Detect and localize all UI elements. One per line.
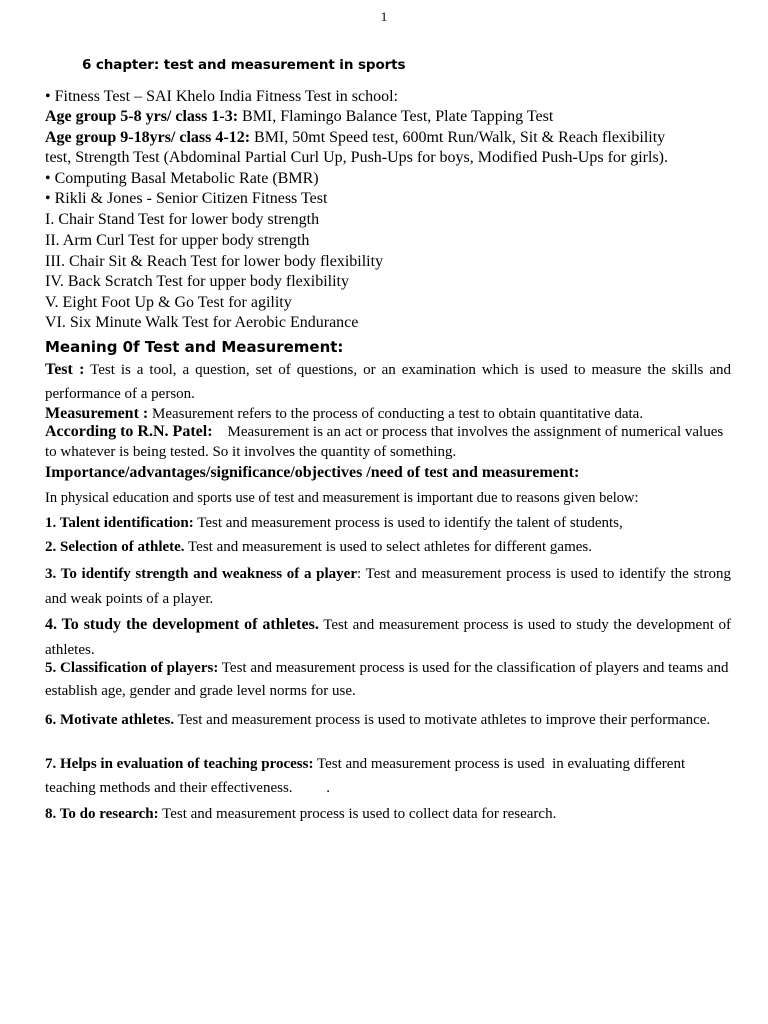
test-definition bbox=[45, 358, 731, 406]
rikli-jones-line: • Rikli & Jones - Senior Citizen Fitness Test bbox=[45, 190, 328, 207]
measurement-label: Measurement : bbox=[45, 405, 149, 422]
point-7-label: 7. Helps in evaluation of teaching process: bbox=[45, 756, 314, 772]
point-6 bbox=[45, 708, 731, 733]
age-group-2-label: Age group 9-18yrs/ class 4-12: bbox=[45, 129, 251, 146]
point-5-label: 5. Classification of players: bbox=[45, 660, 219, 676]
patel-label: According to R.N. Patel: bbox=[45, 423, 213, 440]
senior-test-item-3: III. Chair Sit & Reach Test for lower body flexibility bbox=[45, 253, 384, 270]
test-label: Test : bbox=[45, 361, 85, 378]
point-4-text: Test and measurement process is used to study the development of athletes. bbox=[45, 617, 731, 658]
senior-test-item-4: IV. Back Scratch Test for upper body flexibility bbox=[45, 273, 349, 290]
senior-test-item-5: V. Eight Foot Up & Go Test for agility bbox=[45, 294, 292, 311]
senior-test-item-6: VI. Six Minute Walk Test for Aerobic Endurance bbox=[45, 314, 359, 331]
patel-text: Measurement is an act or process that involves the assignment of numerical values to whatever is being tested. So it involves the quantity of something. bbox=[45, 424, 727, 460]
test-text: Test is a tool, a question, set of questions, or an examination which is used to measure the skills and performance of a person. bbox=[45, 362, 731, 402]
point-4 bbox=[45, 612, 731, 663]
point-6-text: Test and measurement process is used to motivate athletes to improve their performance. bbox=[174, 712, 711, 728]
bmr-line: • Computing Basal Metabolic Rate (BMR) bbox=[45, 170, 319, 187]
age-group-2-text: BMI, 50mt Speed test, 600mt Run/Walk, Sit & Reach flexibility bbox=[250, 129, 666, 146]
point-2-text: Test and measurement is used to select athletes for different games. bbox=[184, 539, 592, 555]
point-1-text: Test and measurement process is used to identify the talent of students, bbox=[193, 515, 623, 531]
point-8-text: Test and measurement process is used to collect data for research. bbox=[158, 806, 557, 822]
fitness-test-line: • Fitness Test – SAI Khelo India Fitness Test in school: bbox=[45, 88, 398, 105]
point-4-label: 4. To study the development of athletes. bbox=[45, 616, 319, 633]
importance-heading: Importance/advantages/significance/objectives /need of test and measurement: bbox=[45, 464, 580, 481]
point-7-text: Test and measurement process is used in evaluating different teaching methods and their effectiveness. . bbox=[45, 756, 689, 796]
importance-intro: In physical education and sports use of test and measurement is important due to reasons given below: bbox=[45, 490, 639, 506]
senior-test-item-2: II. Arm Curl Test for upper body strength bbox=[45, 232, 310, 249]
point-8 bbox=[45, 803, 731, 827]
age-group-2 bbox=[45, 128, 665, 148]
senior-test-item-1: I. Chair Stand Test for lower body strength bbox=[45, 211, 320, 228]
point-8-label: 8. To do research: bbox=[45, 806, 159, 822]
chapter-title: 6 chapter: test and measurement in sports bbox=[82, 57, 406, 73]
point-7 bbox=[45, 752, 705, 800]
measurement-text: Measurement refers to the process of conducting a test to obtain quantitative data. bbox=[148, 406, 644, 422]
point-3-label: 3. To identify strength and weakness of a player bbox=[45, 566, 357, 582]
point-5 bbox=[45, 657, 731, 703]
patel-definition bbox=[45, 422, 731, 462]
point-1 bbox=[45, 512, 731, 536]
point-1-label: 1. Talent identification: bbox=[45, 515, 194, 531]
point-2 bbox=[45, 536, 731, 560]
age-group-1-label: Age group 5-8 yrs/ class 1-3: bbox=[45, 108, 239, 125]
age-group-2-continuation: test, Strength Test (Abdominal Partial Curl Up, Push-Ups for boys, Modified Push-Ups for girls). bbox=[45, 149, 668, 166]
point-5-text: Test and measurement process is used for the classification of players and teams and establish age, gender and grade level norms for use. bbox=[45, 660, 729, 699]
point-3 bbox=[45, 562, 731, 612]
meaning-heading: Meaning 0f Test and Measurement: bbox=[45, 338, 344, 356]
point-2-label: 2. Selection of athlete. bbox=[45, 539, 185, 555]
page-number: 1 bbox=[380, 9, 388, 24]
point-6-label: 6. Motivate athletes. bbox=[45, 712, 175, 728]
point-3-text: : Test and measurement process is used to identify the strong and weak points of a player. bbox=[45, 566, 731, 607]
age-group-1-text: BMI, Flamingo Balance Test, Plate Tapping Test bbox=[238, 108, 554, 125]
age-group-1 bbox=[45, 107, 553, 127]
